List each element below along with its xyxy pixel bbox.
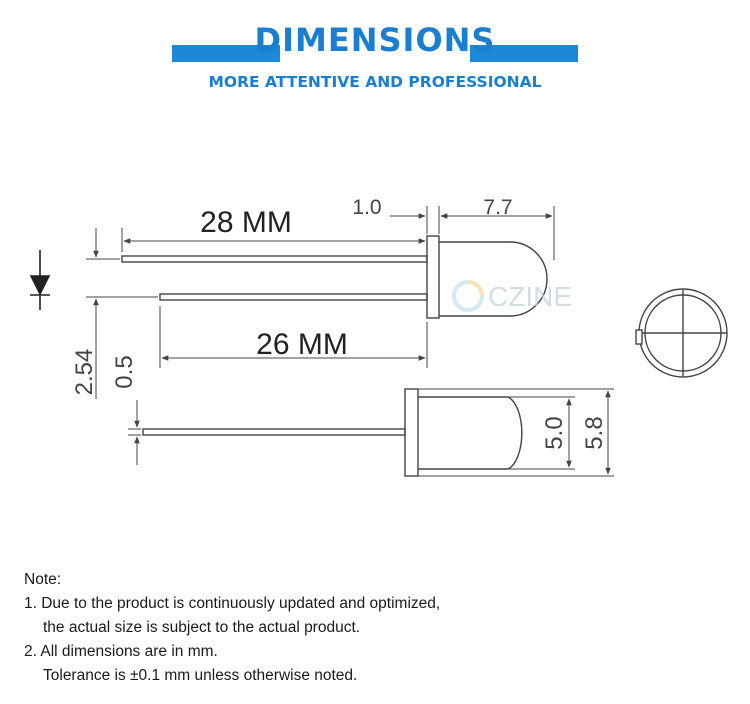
dimension-drawing-svg bbox=[0, 110, 750, 550]
czine-logo-icon bbox=[454, 282, 482, 310]
watermark-text: CZINE bbox=[488, 281, 572, 312]
short-lead-length-label: 26 MM bbox=[256, 328, 348, 361]
long-lead-length-label: 28 MM bbox=[200, 206, 292, 239]
note-item-2-line-1: 2. All dimensions are in mm. bbox=[24, 643, 218, 660]
short-lead bbox=[160, 294, 427, 300]
led-dimension-drawing bbox=[0, 110, 750, 550]
led-top-view bbox=[143, 389, 522, 476]
long-lead bbox=[122, 256, 427, 262]
page-title: DIMENSIONS bbox=[254, 21, 496, 59]
body-length-label: 7.7 bbox=[483, 196, 513, 219]
flange-thickness-label: 1.0 bbox=[352, 196, 382, 219]
lead-spacing-label: 2.54 bbox=[71, 348, 98, 396]
flange bbox=[427, 236, 439, 318]
lead-bottom bbox=[143, 429, 405, 435]
notes-section bbox=[24, 568, 724, 688]
note-item-1-line-1: 1. Due to the product is continuously updated and optimized, bbox=[24, 595, 441, 612]
led-body-bottom bbox=[418, 397, 522, 469]
led-front-view bbox=[636, 289, 727, 377]
lead-thickness-label: 0.5 bbox=[111, 355, 138, 389]
header bbox=[0, 0, 750, 110]
page-subtitle: MORE ATTENTIVE AND PROFESSIONAL bbox=[208, 73, 542, 91]
body-diameter-label: 5.0 bbox=[541, 416, 568, 450]
notes-heading: Note: bbox=[24, 571, 62, 588]
led-side-view bbox=[122, 236, 547, 318]
flange-diameter-label: 5.8 bbox=[581, 416, 608, 450]
note-item-1-line-2: the actual size is subject to the actual product. bbox=[43, 619, 361, 636]
diode-symbol-icon bbox=[30, 250, 50, 310]
note-item-2-line-2: Tolerance is ±0.1 mm unless otherwise noted. bbox=[43, 667, 358, 684]
flange-bottom bbox=[405, 389, 418, 476]
